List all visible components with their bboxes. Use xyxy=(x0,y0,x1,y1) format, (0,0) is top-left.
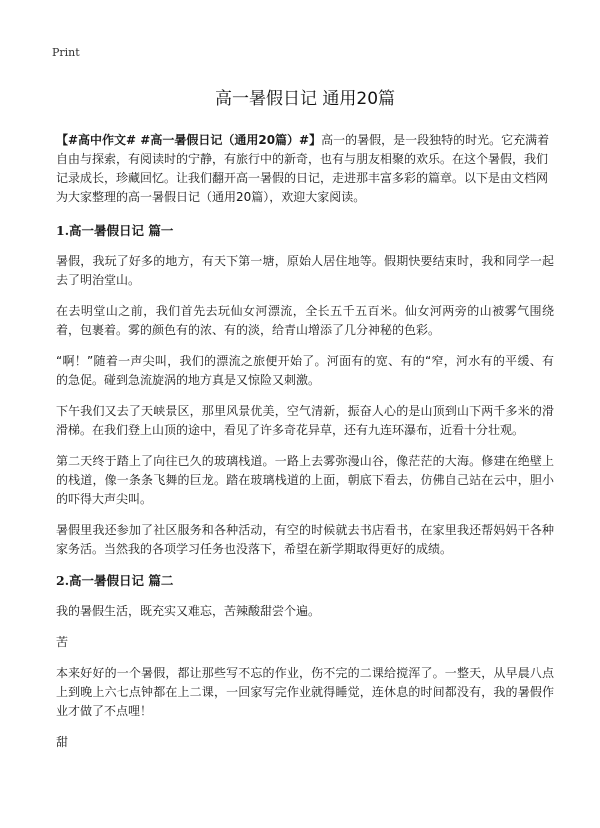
section-1 xyxy=(56,221,554,559)
paragraph: 本来好好的一个暑假，都让那些写不忘的作业，伤不完的二课给搅浑了。一整天，从早晨八点上到晚上六七点钟都在上二课，一回家写完作业就得睡觉，连休息的时间都没有，我的暑假作业才做了不点哩！ xyxy=(56,666,554,718)
print-link[interactable]: Print xyxy=(52,46,80,59)
intro-text: 高一的暑假，是一段独特的时光。它充满着自由与探索，有阅读时的宁静，有旅行中的新奇，也有与朋友相聚的欢乐。在这个暑假，我们记录成长，珍藏回忆。让我们翻开高一暑假的日记，走进那丰富多彩的篇章。以下是由文档网为大家整理的高一暑假日记（通用20篇），欢迎大家阅读。 xyxy=(56,133,550,204)
paragraph: 在去明堂山之前，我们首先去玩仙女河漂流，全长五千五百米。仙女河两旁的山被雾气围绕着，包裹着。雾的颜色有的浓、有的淡，给青山增添了几分神秘的色彩。 xyxy=(56,304,554,337)
document-page xyxy=(56,84,554,764)
paragraph: 暑假，我玩了好多的地方，有天下第一塘，原始人居住地等。假期快要结束时，我和同学一起去了明治堂山。 xyxy=(56,254,554,287)
paragraph: 苦 xyxy=(56,635,69,649)
paragraph: 甜 xyxy=(56,735,69,749)
section-heading: 2.高一暑假日记 篇二 xyxy=(56,573,174,588)
section-heading: 1.高一暑假日记 篇一 xyxy=(56,223,174,238)
paragraph: “啊！”随着一声尖叫，我们的漂流之旅便开始了。河面有的宽、有的“窄，河水有的平缓、有的急促。碰到急流旋涡的地方真是又惊险又刺激。 xyxy=(56,354,554,387)
intro-paragraph xyxy=(56,131,554,207)
paragraph: 下午我们又去了天峡景区，那里风景优美，空气清新，振奋人心的是山顶到山下两千多米的滑滑梯。在我们登上山顶的途中，看见了许多奇花异草，还有九连环瀑布，近看十分壮观。 xyxy=(56,404,554,437)
paragraph: 我的暑假生活，既充实又难忘，苦辣酸甜尝个遍。 xyxy=(56,604,321,618)
page-title: 高一暑假日记 通用20篇 xyxy=(214,89,396,109)
paragraph: 暑假里我还参加了社区服务和各种活动，有空的时候就去书店看书，在家里我还帮妈妈干各种家务活。当然我的各项学习任务也没落下，希望在新学期取得更好的成绩。 xyxy=(56,523,554,556)
paragraph: 第二天终于踏上了向往已久的玻璃栈道。一路上去雾弥漫山谷，像茫茫的大海。修建在绝壁上的栈道，像一条条飞舞的巨龙。踏在玻璃栈道的上面，朝底下看去，仿佛自己站在云中，胆小的吓得大声尖叫。 xyxy=(56,454,554,506)
section-2 xyxy=(56,571,554,752)
intro-tags: 【#高中作文# #高一暑假日记（通用20篇）#】 xyxy=(56,133,322,147)
